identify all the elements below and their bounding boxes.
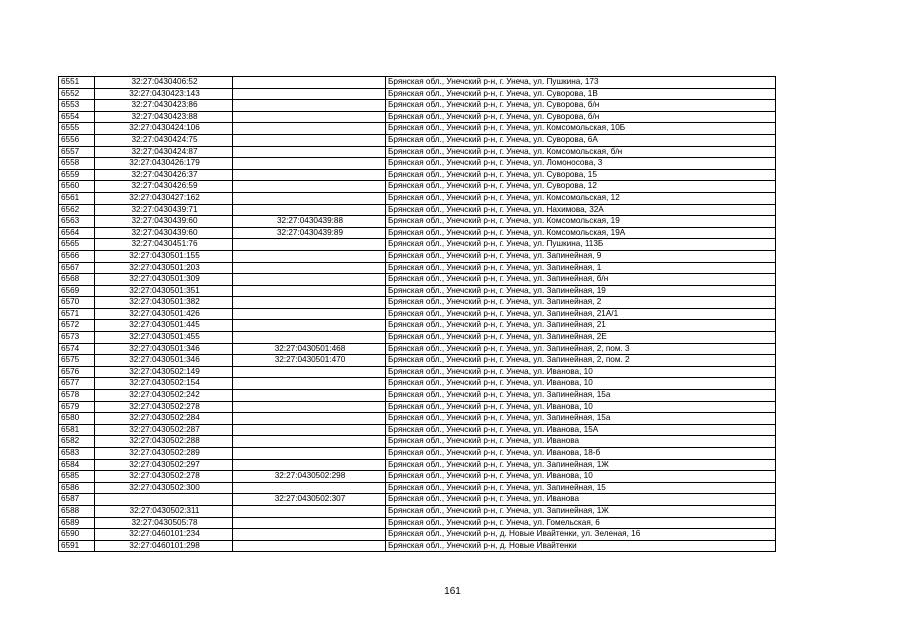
related-cadastral-number-cell [233, 285, 386, 297]
related-cadastral-number-cell [233, 250, 386, 262]
row-number-cell: 6559 [59, 169, 95, 181]
row-number-cell: 6555 [59, 123, 95, 135]
row-number-cell: 6578 [59, 390, 95, 402]
row-number-cell: 6590 [59, 529, 95, 541]
row-number-cell: 6584 [59, 459, 95, 471]
address-cell: Брянская обл., Унечский р-н, г. Унеча, ул. Иванова [386, 436, 776, 448]
cadastral-number-cell: 32:27:0430502:311 [95, 505, 233, 517]
address-cell: Брянская обл., Унечский р-н, г. Унеча, ул. Запинейная, 15а [386, 413, 776, 425]
row-number-cell: 6583 [59, 448, 95, 460]
cadastral-number-cell: 32:27:0430406:52 [95, 77, 233, 89]
table-row [59, 529, 776, 541]
table-row [59, 343, 776, 355]
cadastral-number-cell: 32:27:0430501:455 [95, 332, 233, 344]
address-cell: Брянская обл., Унечский р-н, г. Унеча, ул. Запинейная, 2 [386, 297, 776, 309]
cadastral-number-cell: 32:27:0430501:346 [95, 355, 233, 367]
related-cadastral-number-cell [233, 378, 386, 390]
row-number-cell: 6573 [59, 332, 95, 344]
address-cell: Брянская обл., Унечский р-н, г. Унеча, ул. Запинейная, 1Ж [386, 505, 776, 517]
row-number-cell: 6560 [59, 181, 95, 193]
registry-table [58, 76, 776, 552]
address-cell: Брянская обл., Унечский р-н, г. Унеча, ул. Пушкина, 113Б [386, 239, 776, 251]
cadastral-number-cell: 32:27:0430502:154 [95, 378, 233, 390]
related-cadastral-number-cell [233, 192, 386, 204]
cadastral-number-cell: 32:27:0430502:288 [95, 436, 233, 448]
related-cadastral-number-cell [233, 505, 386, 517]
related-cadastral-number-cell [233, 436, 386, 448]
table-row [59, 471, 776, 483]
address-cell: Брянская обл., Унечский р-н, г. Унеча, ул. Комсомольская, 12 [386, 192, 776, 204]
table-row [59, 204, 776, 216]
related-cadastral-number-cell [233, 424, 386, 436]
address-cell: Брянская обл., Унечский р-н, г. Унеча, ул. Запинейная, 1 [386, 262, 776, 274]
table-row [59, 332, 776, 344]
row-number-cell: 6574 [59, 343, 95, 355]
cadastral-number-cell: 32:27:0430451:76 [95, 239, 233, 251]
cadastral-number-cell: 32:27:0430502:287 [95, 424, 233, 436]
cadastral-number-cell: 32:27:0430502:289 [95, 448, 233, 460]
related-cadastral-number-cell [233, 146, 386, 158]
cadastral-number-cell: 32:27:0430502:300 [95, 482, 233, 494]
row-number-cell: 6580 [59, 413, 95, 425]
row-number-cell: 6585 [59, 471, 95, 483]
address-cell: Брянская обл., Унечский р-н, г. Унеча, ул. Комсомольская, 19А [386, 227, 776, 239]
address-cell: Брянская обл., Унечский р-н, д. Новые Ивайтенки, ул. Зеленая, 16 [386, 529, 776, 541]
cadastral-number-cell: 32:27:0430501:155 [95, 250, 233, 262]
related-cadastral-number-cell [233, 482, 386, 494]
related-cadastral-number-cell [233, 459, 386, 471]
address-cell: Брянская обл., Унечский р-н, г. Унеча, ул. Запинейная, 2Е [386, 332, 776, 344]
table-row [59, 390, 776, 402]
cadastral-number-cell: 32:27:0430426:179 [95, 158, 233, 170]
cadastral-number-cell [95, 494, 233, 506]
table-row [59, 77, 776, 89]
related-cadastral-number-cell [233, 413, 386, 425]
address-cell: Брянская обл., Унечский р-н, г. Унеча, ул. Суворова, 12 [386, 181, 776, 193]
address-cell: Брянская обл., Унечский р-н, г. Унеча, ул. Иванова, 10 [386, 471, 776, 483]
table-row [59, 366, 776, 378]
table-row [59, 239, 776, 251]
cadastral-number-cell: 32:27:0430502:278 [95, 401, 233, 413]
table-row [59, 320, 776, 332]
address-cell: Брянская обл., Унечский р-н, г. Унеча, ул. Суворова, 15 [386, 169, 776, 181]
row-number-cell: 6553 [59, 100, 95, 112]
cadastral-number-cell: 32:27:0430501:445 [95, 320, 233, 332]
table-row [59, 158, 776, 170]
row-number-cell: 6581 [59, 424, 95, 436]
table-row [59, 540, 776, 552]
address-cell: Брянская обл., Унечский р-н, г. Унеча, ул. Комсомольская, б/н [386, 146, 776, 158]
address-cell: Брянская обл., Унечский р-н, г. Унеча, ул. Запинейная, 21А/1 [386, 308, 776, 320]
cadastral-number-cell: 32:27:0430501:309 [95, 274, 233, 286]
table-row [59, 169, 776, 181]
cadastral-number-cell: 32:27:0430423:143 [95, 88, 233, 100]
related-cadastral-number-cell [233, 100, 386, 112]
cadastral-number-cell: 32:27:0430426:37 [95, 169, 233, 181]
row-number-cell: 6591 [59, 540, 95, 552]
cadastral-number-cell: 32:27:0430424:106 [95, 123, 233, 135]
table-row [59, 111, 776, 123]
row-number-cell: 6575 [59, 355, 95, 367]
related-cadastral-number-cell [233, 529, 386, 541]
table-row [59, 413, 776, 425]
table-row [59, 505, 776, 517]
address-cell: Брянская обл., Унечский р-н, г. Унеча, ул. Запинейная, 19 [386, 285, 776, 297]
related-cadastral-number-cell [233, 308, 386, 320]
cadastral-number-cell: 32:27:0430501:346 [95, 343, 233, 355]
row-number-cell: 6558 [59, 158, 95, 170]
related-cadastral-number-cell: 32:27:0430501:470 [233, 355, 386, 367]
cadastral-number-cell: 32:27:0460101:234 [95, 529, 233, 541]
related-cadastral-number-cell [233, 366, 386, 378]
related-cadastral-number-cell [233, 169, 386, 181]
table-row [59, 88, 776, 100]
cadastral-number-cell: 32:27:0430424:75 [95, 134, 233, 146]
cadastral-number-cell: 32:27:0430502:242 [95, 390, 233, 402]
row-number-cell: 6586 [59, 482, 95, 494]
row-number-cell: 6571 [59, 308, 95, 320]
row-number-cell: 6566 [59, 250, 95, 262]
related-cadastral-number-cell: 32:27:0430502:307 [233, 494, 386, 506]
row-number-cell: 6589 [59, 517, 95, 529]
page-number: 161 [444, 586, 461, 597]
address-cell: Брянская обл., Унечский р-н, г. Унеча, ул. Суворова, б/н [386, 111, 776, 123]
cadastral-number-cell: 32:27:0430505:78 [95, 517, 233, 529]
related-cadastral-number-cell [233, 401, 386, 413]
cadastral-number-cell: 32:27:0430423:86 [95, 100, 233, 112]
cadastral-number-cell: 32:27:0430501:426 [95, 308, 233, 320]
row-number-cell: 6557 [59, 146, 95, 158]
address-cell: Брянская обл., Унечский р-н, г. Унеча, ул. Пушкина, 173 [386, 77, 776, 89]
cadastral-number-cell: 32:27:0430502:149 [95, 366, 233, 378]
related-cadastral-number-cell [233, 332, 386, 344]
cadastral-number-cell: 32:27:0430439:60 [95, 227, 233, 239]
row-number-cell: 6569 [59, 285, 95, 297]
row-number-cell: 6554 [59, 111, 95, 123]
table-row [59, 355, 776, 367]
cadastral-number-cell: 32:27:0430502:297 [95, 459, 233, 471]
related-cadastral-number-cell [233, 320, 386, 332]
row-number-cell: 6563 [59, 216, 95, 228]
cadastral-number-cell: 32:27:0460101:298 [95, 540, 233, 552]
table-row [59, 482, 776, 494]
table-row [59, 424, 776, 436]
address-cell: Брянская обл., Унечский р-н, г. Унеча, ул. Ломоносова, 3 [386, 158, 776, 170]
related-cadastral-number-cell [233, 88, 386, 100]
table-row [59, 227, 776, 239]
address-cell: Брянская обл., Унечский р-н, г. Унеча, ул. Иванова, 10 [386, 378, 776, 390]
row-number-cell: 6562 [59, 204, 95, 216]
related-cadastral-number-cell [233, 123, 386, 135]
table-row [59, 378, 776, 390]
cadastral-number-cell: 32:27:0430502:278 [95, 471, 233, 483]
address-cell: Брянская обл., Унечский р-н, г. Унеча, ул. Запинейная, 2, пом. 2 [386, 355, 776, 367]
address-cell: Брянская обл., Унечский р-н, г. Унеча, ул. Комсомольская, 19 [386, 216, 776, 228]
table-row [59, 134, 776, 146]
cadastral-number-cell: 32:27:0430501:203 [95, 262, 233, 274]
related-cadastral-number-cell [233, 181, 386, 193]
table-row [59, 181, 776, 193]
address-cell: Брянская обл., Унечский р-н, г. Унеча, ул. Суворова, б/н [386, 100, 776, 112]
related-cadastral-number-cell [233, 111, 386, 123]
address-cell: Брянская обл., Унечский р-н, г. Унеча, ул. Запинейная, 2, пом. 3 [386, 343, 776, 355]
related-cadastral-number-cell [233, 158, 386, 170]
related-cadastral-number-cell [233, 390, 386, 402]
row-number-cell: 6567 [59, 262, 95, 274]
row-number-cell: 6564 [59, 227, 95, 239]
address-cell: Брянская обл., Унечский р-н, г. Унеча, ул. Запинейная, б/н [386, 274, 776, 286]
related-cadastral-number-cell [233, 297, 386, 309]
address-cell: Брянская обл., Унечский р-н, г. Унеча, ул. Иванова [386, 494, 776, 506]
cadastral-number-cell: 32:27:0430426:59 [95, 181, 233, 193]
row-number-cell: 6552 [59, 88, 95, 100]
address-cell: Брянская обл., Унечский р-н, г. Унеча, ул. Нахимова, 32А [386, 204, 776, 216]
related-cadastral-number-cell [233, 448, 386, 460]
table-row [59, 216, 776, 228]
table-row [59, 146, 776, 158]
table-row [59, 274, 776, 286]
related-cadastral-number-cell: 32:27:0430501:468 [233, 343, 386, 355]
address-cell: Брянская обл., Унечский р-н, г. Унеча, ул. Иванова, 18-б [386, 448, 776, 460]
cadastral-number-cell: 32:27:0430424:87 [95, 146, 233, 158]
table-row [59, 448, 776, 460]
table-row [59, 285, 776, 297]
related-cadastral-number-cell [233, 204, 386, 216]
table-row [59, 192, 776, 204]
table-row [59, 401, 776, 413]
address-cell: Брянская обл., Унечский р-н, г. Унеча, ул. Иванова, 10 [386, 401, 776, 413]
cadastral-number-cell: 32:27:0430427:162 [95, 192, 233, 204]
address-cell: Брянская обл., Унечский р-н, г. Унеча, ул. Запинейная, 1Ж [386, 459, 776, 471]
related-cadastral-number-cell: 32:27:0430439:89 [233, 227, 386, 239]
address-cell: Брянская обл., Унечский р-н, г. Унеча, ул. Комсомольская, 10Б [386, 123, 776, 135]
row-number-cell: 6579 [59, 401, 95, 413]
address-cell: Брянская обл., Унечский р-н, г. Унеча, ул. Гомельская, 6 [386, 517, 776, 529]
row-number-cell: 6556 [59, 134, 95, 146]
table-row [59, 100, 776, 112]
table-row [59, 123, 776, 135]
table-row [59, 459, 776, 471]
related-cadastral-number-cell: 32:27:0430439:88 [233, 216, 386, 228]
related-cadastral-number-cell [233, 239, 386, 251]
cadastral-number-cell: 32:27:0430439:71 [95, 204, 233, 216]
row-number-cell: 6572 [59, 320, 95, 332]
address-cell: Брянская обл., Унечский р-н, г. Унеча, ул. Суворова, 1В [386, 88, 776, 100]
row-number-cell: 6582 [59, 436, 95, 448]
related-cadastral-number-cell: 32:27:0430502:298 [233, 471, 386, 483]
registry-table-body [59, 77, 776, 552]
cadastral-number-cell: 32:27:0430423:88 [95, 111, 233, 123]
address-cell: Брянская обл., Унечский р-н, г. Унеча, ул. Иванова, 10 [386, 366, 776, 378]
row-number-cell: 6565 [59, 239, 95, 251]
cadastral-number-cell: 32:27:0430502:284 [95, 413, 233, 425]
related-cadastral-number-cell [233, 262, 386, 274]
row-number-cell: 6576 [59, 366, 95, 378]
related-cadastral-number-cell [233, 540, 386, 552]
table-row [59, 494, 776, 506]
row-number-cell: 6551 [59, 77, 95, 89]
table-row [59, 436, 776, 448]
row-number-cell: 6577 [59, 378, 95, 390]
address-cell: Брянская обл., Унечский р-н, г. Унеча, ул. Запинейная, 21 [386, 320, 776, 332]
related-cadastral-number-cell [233, 134, 386, 146]
address-cell: Брянская обл., Унечский р-н, г. Унеча, ул. Запинейная, 15 [386, 482, 776, 494]
related-cadastral-number-cell [233, 274, 386, 286]
related-cadastral-number-cell [233, 517, 386, 529]
row-number-cell: 6561 [59, 192, 95, 204]
cadastral-number-cell: 32:27:0430501:351 [95, 285, 233, 297]
table-row [59, 262, 776, 274]
address-cell: Брянская обл., Унечский р-н, д. Новые Ивайтенки [386, 540, 776, 552]
row-number-cell: 6570 [59, 297, 95, 309]
cadastral-number-cell: 32:27:0430501:382 [95, 297, 233, 309]
cadastral-number-cell: 32:27:0430439:60 [95, 216, 233, 228]
address-cell: Брянская обл., Унечский р-н, г. Унеча, ул. Запинейная, 15а [386, 390, 776, 402]
address-cell: Брянская обл., Унечский р-н, г. Унеча, ул. Иванова, 15А [386, 424, 776, 436]
table-row [59, 297, 776, 309]
table-row [59, 308, 776, 320]
table-row [59, 250, 776, 262]
address-cell: Брянская обл., Унечский р-н, г. Унеча, ул. Запинейная, 9 [386, 250, 776, 262]
related-cadastral-number-cell [233, 77, 386, 89]
row-number-cell: 6587 [59, 494, 95, 506]
row-number-cell: 6568 [59, 274, 95, 286]
row-number-cell: 6588 [59, 505, 95, 517]
table-row [59, 517, 776, 529]
address-cell: Брянская обл., Унечский р-н, г. Унеча, ул. Суворова, 6А [386, 134, 776, 146]
